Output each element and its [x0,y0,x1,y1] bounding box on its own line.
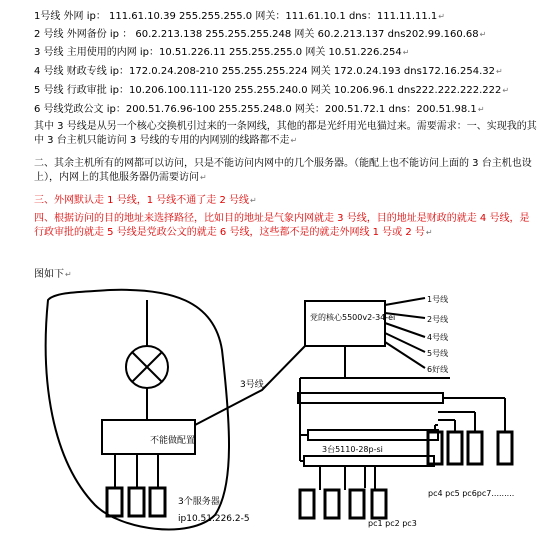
pc-5-icon [448,432,462,464]
line-2-info: 2 号线 外网备份 ip ： 60.2.213.138 255.255.255.248 网关 60.2.213.137 dns202.99.160.68↵ [34,29,487,40]
pc-2-icon [325,490,339,518]
server-2-icon [129,488,144,516]
link-3-label: 3号线 [240,380,264,390]
pc-3-icon [350,490,364,518]
access-switch-1 [298,393,443,403]
server-1-icon [107,488,122,516]
figure-caption: 图如下↵ [34,269,72,280]
line-4-info: 4 号线 财政专线 ip：172.0.24.208-210 255.255.255.224 网关 172.0.24.193 dns172.16.254.32↵ [34,66,503,77]
line-6-info: 6 号线党政公文 ip：200.51.76.96-100 255.255.248.0 网关：200.51.72.1 dns：200.51.98.1↵ [34,104,485,115]
pc-6-icon [468,432,482,464]
core-switch-box [305,301,385,346]
server-3-icon [150,488,165,516]
internal-router-label: 不能做配置 [150,436,196,446]
requirement-paragraph-3: 三、外网默认走 1 号线，1 号线不通了走 2 号线↵ [34,195,257,206]
line-1-info: 1号线 外网 ip： 111.61.10.39 255.255.255.0 网关：111.61.10.1 dns：111.11.11.1↵ [34,11,445,22]
core-switch-label: 党的核心5500v2-34-ei [310,313,396,322]
requirement-paragraph-4: 四、根据访问的目的地址来选择路径，比如目的地址是气象内网就走 3 号线，目的地址是财政的就走 4 号线，是行政审批的就走 5 号线是党政公文的就走 6 号线，这些都不是的就走外网线 1 号或 2 号↵ [34,213,530,238]
server-zone-outline [46,290,229,530]
line-3-info: 3 号线 主用使用的内网 ip：10.51.226.11 255.255.255.0 网关 10.51.226.254↵ [34,47,410,58]
pcs-bottom-label: pc1 pc2 pc3 [368,519,417,528]
pc-extra-icon [372,490,386,518]
requirement-paragraph-1: 其中 3 号线是从另一个核心交换机引过来的一条网线，其他的都是光纤用光电猫过来。需要需求：一、实现我的其中 3 台主机只能访问 3 号线的专用的内网别的线路都不走↵ [34,121,537,146]
line-label-6: 6好线 [427,365,449,374]
requirement-paragraph-2: 二、其余主机所有的网都可以访问，只是不能访问内网中的几个服务器。（能配上也不能访问上面的 3 台主机也设上），内网上的其他服务器仍需要访问↵ [34,158,532,183]
servers-label: 3个服务器 [178,497,220,507]
pc-7-icon [498,432,512,464]
line-label-1: 1号线 [427,295,449,304]
line-label-2: 2号线 [427,315,449,324]
access-switch-label: 3台5110-28p-si [322,445,383,454]
pcs-right-label: pc4 pc5 pc6pc7......... [428,489,515,498]
pc-1-icon [300,490,314,518]
line-label-5: 5号线 [427,349,449,358]
access-switch-3 [304,456,434,466]
servers-ip-label: ip10.51.226.2-5 [178,514,250,524]
access-switch-2 [308,430,438,440]
line-5-info: 5 号线 行政审批 ip：10.206.100.111-120 255.255.240.0 网关 10.206.96.1 dns222.222.222.222↵ [34,85,510,96]
line-label-4: 4号线 [427,333,449,342]
